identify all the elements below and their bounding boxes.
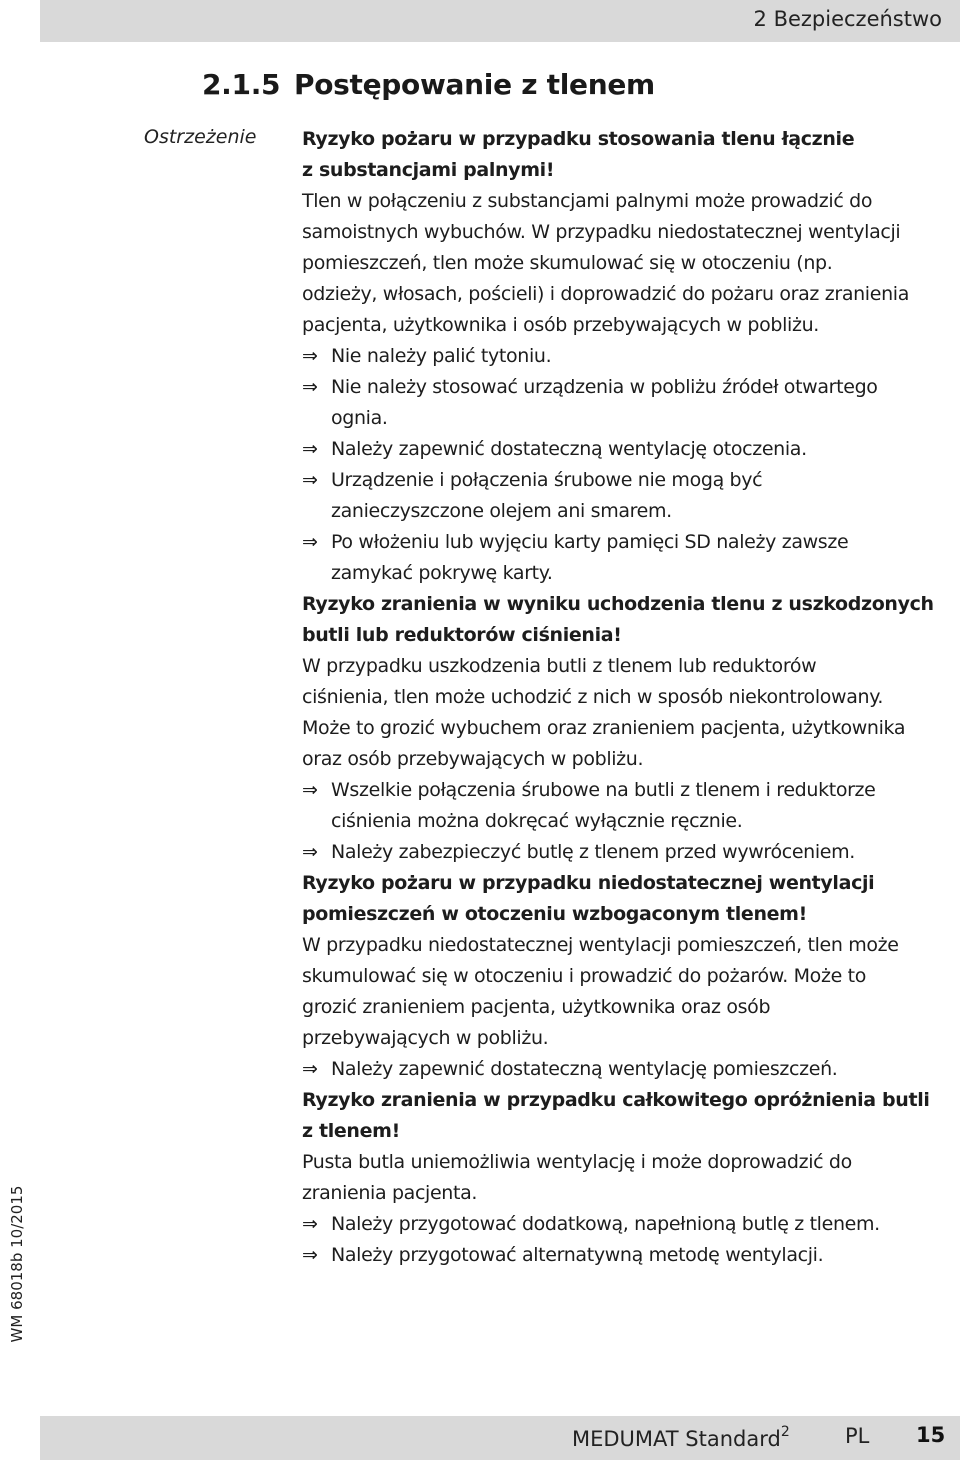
warning-text [302, 186, 957, 341]
text-line: Ryzyko pożaru w przypadku niedostatecznej wentylacji [302, 872, 875, 894]
text-line: Ryzyko zranienia w wyniku uchodzenia tlenu z uszkodzonych [302, 593, 934, 615]
double-right-arrow-icon: ⇒ [302, 531, 318, 553]
action-item [302, 1240, 957, 1271]
warning-heading [302, 1085, 957, 1147]
text-line: zranienia pacjenta. [302, 1182, 478, 1204]
text-line: samoistnych wybuchów. W przypadku niedostatecznej wentylacji [302, 221, 901, 243]
double-right-arrow-icon: ⇒ [302, 376, 318, 398]
double-right-arrow-icon: ⇒ [302, 841, 318, 863]
text-line: pacjenta, użytkownika i osób przebywających w pobliżu. [302, 314, 819, 336]
action-item [302, 372, 957, 434]
double-right-arrow-icon: ⇒ [302, 1213, 318, 1235]
double-right-arrow-icon: ⇒ [302, 345, 318, 367]
action-item [302, 527, 957, 589]
text-line: z substancjami palnymi! [302, 159, 555, 181]
text-line: grozić zranieniem pacjenta, użytkownika oraz osób [302, 996, 771, 1018]
chapter-title: 2 Bezpieczeństwo [753, 7, 942, 31]
text-line: Urządzenie i połączenia śrubowe nie mogą być [331, 469, 763, 491]
double-right-arrow-icon: ⇒ [302, 1244, 318, 1266]
double-right-arrow-icon: ⇒ [302, 779, 318, 801]
action-item [302, 837, 957, 868]
action-item [302, 775, 957, 837]
text-line: Należy zapewnić dostateczną wentylację otoczenia. [331, 438, 807, 460]
page-number: 15 [916, 1423, 946, 1447]
text-line: odzieży, włosach, pościeli) i doprowadzić do pożaru oraz zranienia [302, 283, 909, 305]
action-item [302, 341, 957, 372]
header-bar [40, 0, 960, 42]
text-line: Ryzyko pożaru w przypadku stosowania tlenu łącznie [302, 128, 855, 150]
double-right-arrow-icon: ⇒ [302, 438, 318, 460]
action-item [302, 434, 957, 465]
text-line: Należy zapewnić dostateczną wentylację pomieszczeń. [331, 1058, 838, 1080]
text-line: Wszelkie połączenia śrubowe na butli z tlenem i reduktorze [331, 779, 876, 801]
text-line: W przypadku niedostatecznej wentylacji pomieszczeń, tlen może [302, 934, 899, 956]
warning-text [302, 651, 957, 775]
text-line: Nie należy palić tytoniu. [331, 345, 552, 367]
action-item [302, 1209, 957, 1240]
text-line: zanieczyszczone olejem ani smarem. [331, 500, 672, 522]
text-line: Po włożeniu lub wyjęciu karty pamięci SD należy zawsze [331, 531, 849, 553]
double-right-arrow-icon: ⇒ [302, 1058, 318, 1080]
warning-heading [302, 589, 957, 651]
product-name [572, 1424, 790, 1451]
text-line: ciśnienia, tlen może uchodzić z nich w sposób niekontrolowany. [302, 686, 884, 708]
warning-side-label: Ostrzeżenie [144, 126, 257, 148]
text-line: Nie należy stosować urządzenia w pobliżu źródeł otwartego [331, 376, 878, 398]
section-title [202, 68, 655, 101]
text-line: zamykać pokrywę karty. [331, 562, 553, 584]
action-item [302, 465, 957, 527]
text-line: Należy zabezpieczyć butlę z tlenem przed wywróceniem. [331, 841, 855, 863]
text-line: przebywających w pobliżu. [302, 1027, 549, 1049]
text-line: ciśnienia można dokręcać wyłącznie ręcznie. [331, 810, 743, 832]
text-line: skumulować się w otoczeniu i prowadzić do pożarów. Może to [302, 965, 866, 987]
text-line: ognia. [331, 407, 388, 429]
warning-heading [302, 124, 957, 186]
text-line: Należy przygotować alternatywną metodę wentylacji. [331, 1244, 824, 1266]
warning-content [302, 124, 957, 1271]
text-line: oraz osób przebywających w pobliżu. [302, 748, 644, 770]
warning-heading [302, 868, 957, 930]
action-item [302, 1054, 957, 1085]
text-line: Należy przygotować dodatkową, napełnioną butlę z tlenem. [331, 1213, 880, 1235]
document-code: WM 68018b 10/2015 [8, 1185, 26, 1343]
text-line: pomieszczeń w otoczeniu wzbogaconym tlenem! [302, 903, 807, 925]
section-number: 2.1.5 [202, 68, 281, 101]
text-line: Tlen w połączeniu z substancjami palnymi może prowadzić do [302, 190, 873, 212]
footer-bar [40, 1416, 960, 1460]
warning-text [302, 930, 957, 1054]
text-line: Może to grozić wybuchem oraz zranieniem pacjenta, użytkownika [302, 717, 906, 739]
double-right-arrow-icon: ⇒ [302, 469, 318, 491]
text-line: Pusta butla uniemożliwia wentylację i może doprowadzić do [302, 1151, 852, 1173]
language-code: PL [845, 1424, 870, 1448]
warning-text [302, 1147, 957, 1209]
product-name-text: MEDUMAT Standard [572, 1427, 781, 1451]
text-line: pomieszczeń, tlen może skumulować się w otoczeniu (np. [302, 252, 833, 274]
text-line: W przypadku uszkodzenia butli z tlenem lub reduktorów [302, 655, 817, 677]
text-line: Ryzyko zranienia w przypadku całkowitego opróżnienia butli [302, 1089, 930, 1111]
text-line: butli lub reduktorów ciśnienia! [302, 624, 622, 646]
section-title-text: Postępowanie z tlenem [294, 68, 655, 101]
text-line: z tlenem! [302, 1120, 400, 1142]
product-superscript: 2 [780, 1424, 790, 1440]
